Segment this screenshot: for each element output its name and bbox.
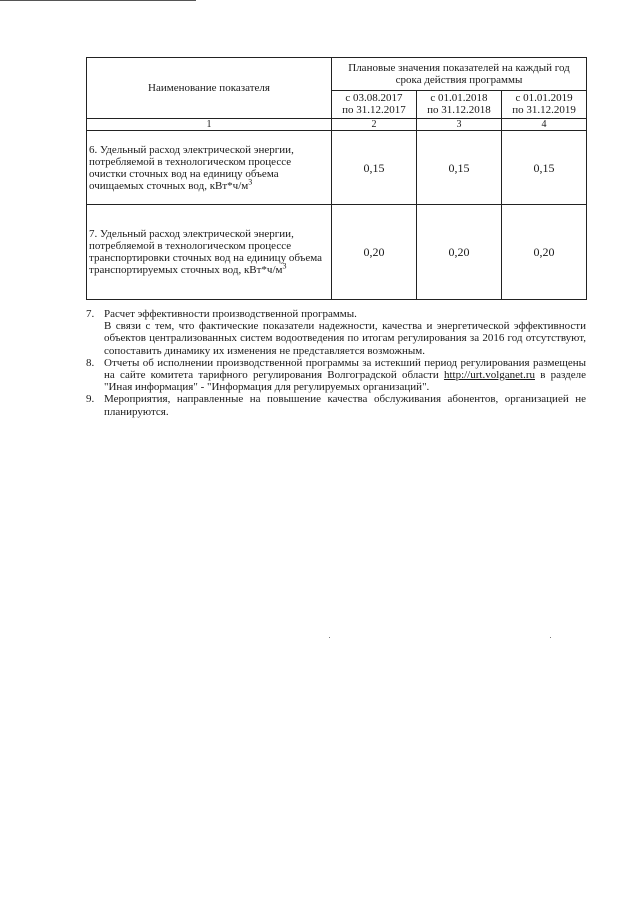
scan-speck [329, 637, 330, 638]
row-value: 0,20 [332, 205, 417, 300]
row-value: 0,15 [332, 131, 417, 205]
row-value: 0,20 [502, 205, 587, 300]
period-2019 [502, 90, 587, 118]
unit-superscript: 3 [248, 176, 253, 186]
column-number: 2 [332, 119, 417, 131]
scan-edge-line [0, 0, 196, 1]
header-indicator-name: Наименование показателя [87, 58, 332, 119]
indicator-table [86, 57, 587, 300]
item-text: в разделе "Иная информация" - "Информация для регулируемых организаций". [104, 369, 587, 394]
period-2017-end: по 31.12.2017 [342, 104, 406, 117]
period-2019-end: по 31.12.2019 [512, 104, 576, 117]
column-number: 3 [417, 119, 502, 131]
row-label [87, 205, 332, 300]
item-title: Расчет эффективности производственной программы. [104, 308, 357, 320]
period-2019-start: с 01.01.2019 [515, 92, 573, 105]
row-value: 0,15 [417, 131, 502, 205]
row-value: 0,20 [417, 205, 502, 300]
row-label-text: 7. Удельный расход электрической энергии, потребляемой в технологическом процессе транспортировки сточных вод на единицу объема транспортируемых сточных вод, кВт*ч/м [89, 228, 322, 276]
period-2018-end: по 31.12.2018 [427, 104, 491, 117]
list-item-7 [86, 308, 586, 357]
header-planned-values: Плановые значения показателей на каждый год срока действия программы [332, 58, 587, 91]
period-2017-start: с 03.08.2017 [345, 92, 403, 105]
period-2018 [417, 90, 502, 118]
row-label [87, 131, 332, 205]
item-text: Отчеты об исполнении производственной программы за истекший период регулирования размещены на сайте комитета тарифного регулирования Волгоградской области [104, 356, 586, 382]
row-value: 0,15 [502, 131, 587, 205]
list-number: 7. [86, 308, 95, 320]
list-number: 8. [86, 356, 95, 369]
table-row [87, 131, 587, 205]
item-body [104, 357, 586, 394]
item-body: В связи с тем, что фактические показатели надежности, качества и энергетической эффективности объектов централизованных систем водоотведения по итогам регулирования за 2016 год отсутствуют, сопоставить динамику их изменения не представляется возможным. [104, 320, 586, 357]
unit-superscript: 3 [282, 261, 287, 271]
list-item-9 [86, 393, 586, 417]
period-2018-start: с 01.01.2018 [430, 92, 488, 105]
website-link[interactable]: http://urt.volganet.ru [443, 369, 535, 382]
column-number: 4 [502, 119, 587, 131]
table-row [87, 205, 587, 300]
row-label-text: 6. Удельный расход электрической энергии, потребляемой в технологическом процессе очистки сточных вод на единицу объема очищаемых сточных вод, кВт*ч/м [89, 143, 294, 192]
list-number: 9. [86, 393, 95, 406]
numbered-list [86, 308, 586, 418]
list-item-8 [86, 357, 586, 394]
period-2017 [332, 90, 417, 118]
column-number: 1 [87, 119, 332, 131]
item-body: Мероприятия, направленные на повышение качества обслуживания абонентов, организацией не планируются. [104, 393, 586, 418]
scan-speck [550, 637, 551, 638]
